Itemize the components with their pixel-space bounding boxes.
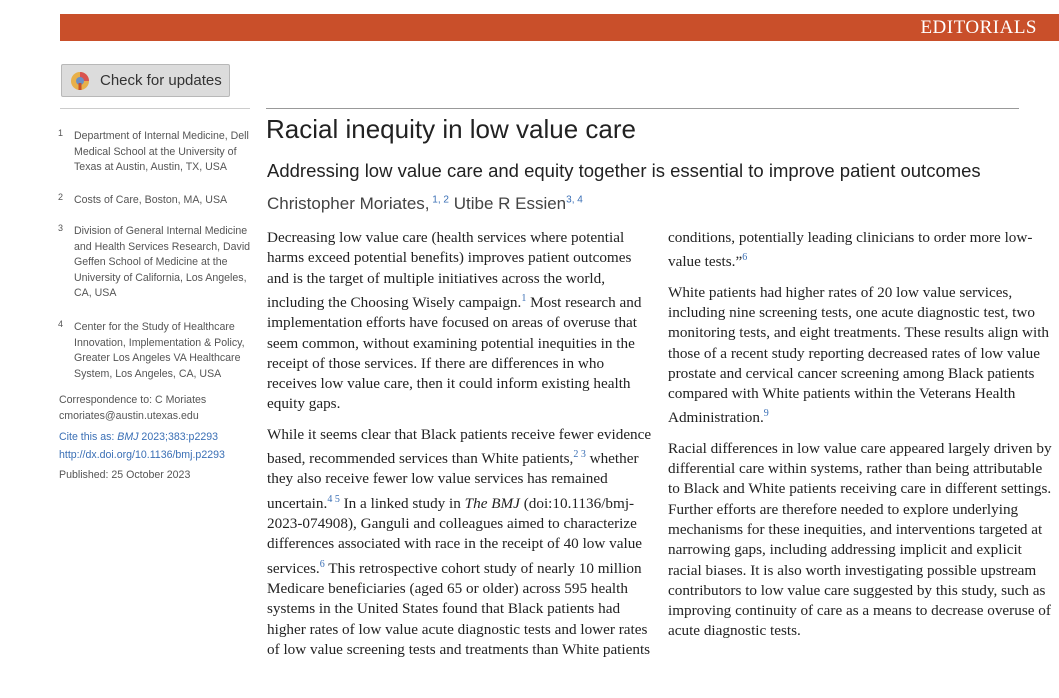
article-subtitle: Addressing low value care and equity together is essential to improve patient outcomes xyxy=(267,160,981,181)
published-date: Published: 25 October 2023 xyxy=(59,469,191,481)
sidebar-divider xyxy=(60,108,250,109)
article-title: Racial inequity in low value care xyxy=(266,114,636,144)
affiliation-3: 3 Division of General Internal Medicine and Health Services Research, David Geffen School of Medicine at the University of California, Los Angeles, CA, USA xyxy=(58,223,251,299)
cite-line: Cite this as: BMJ 2023;383:p2293 xyxy=(59,431,219,443)
affiliation-2: 2 Costs of Care, Boston, MA, USA xyxy=(58,192,228,206)
author-affil-ref: 3, 4 xyxy=(566,194,583,206)
paragraph: Decreasing low value care (health services where potential harms exceed potential benefits) improves patient outcomes and is the target of multiple initiatives across the world, including the Choosing Wisely campaign.$^1$ Most research and implementation efforts have focused on areas of overuse that seem common, without examining potential inequities in the receipt of those services. If there are differences in who receives low value care, then it could inform existing health equity gaps. xyxy=(267,229,642,413)
author-name: Christopher Moriates, xyxy=(267,194,430,213)
body-column-2 xyxy=(668,228,1053,652)
paragraph: While it seems clear that Black patients receive fewer evidence based, recommended services than White patients,$^{2 3}$ whether they also receive fewer low value services has remained uncertain.$^{4 5}$ In a linked study in The BMJ (doi:10.1136/bmj-2023-074908), Ganguli and colleagues aimed to characterize differences associated with race in the receipt of 40 low value services.$^6$ This retrospective cohort study of nearly 10 million Medicare beneficiaries (aged 65 or older) across 595 health systems in the United States found that Black patients had higher rates of low value acute diagnostic tests and lower rates of low value screening tests and treatments than White patients xyxy=(267,425,652,658)
author-affil-ref: 1, 2 xyxy=(429,194,449,206)
article-divider xyxy=(266,108,1019,109)
correspondence: Correspondence to: C Moriates xyxy=(59,394,207,406)
paragraph: White patients had higher rates of 20 low value services, including nine screening tests, one acute diagnostic test, two monitoring tests, and eight treatments. These results align with those of a recent study reporting decreased rates of low value prostate and cervical cancer screening among Black patients compared with White patients within the Veterans Health Administration.$^9$ xyxy=(668,283,1050,427)
section-label: EDITORIALS xyxy=(920,17,1037,38)
affiliation-4: 4 Center for the Study of Healthcare Innovation, Implementation & Policy, Greater Los Angeles VA Healthcare System, Los Angeles, CA, USA xyxy=(58,319,245,380)
body-column-1 xyxy=(267,228,652,670)
author-name: Utibe R Essien xyxy=(448,194,567,213)
correspondence-email[interactable]: cmoriates@austin.utexas.edu xyxy=(59,410,199,422)
affiliation-1: 1 Department of Internal Medicine, Dell Medical School at the University of Texas at Austin, Austin, TX, USA xyxy=(58,128,249,173)
section-banner xyxy=(60,14,1059,41)
paragraph: conditions, potentially leading clinicians to order more low-value tests.”$^6$ xyxy=(668,229,1033,271)
crossmark-icon xyxy=(70,71,90,91)
author-list xyxy=(267,194,583,214)
check-for-updates-label: Check for updates xyxy=(100,72,222,89)
paragraph: Racial differences in low value care appeared largely driven by differential care within systems, rather than being attributable to Black and White patients receiving care in different settings. Further efforts are therefore needed to explore underlying mechanisms for these inequities, and interventions targeted at narrowing gaps, including addressing implicit and explicit racial biases. It is also worth investigating possible upstream contributors to low value care suggested by this study, such as improving continuity of care as a means to decrease overuse of acute diagnostic tests. xyxy=(668,439,1052,640)
doi-link[interactable]: http://dx.doi.org/10.1136/bmj.p2293 xyxy=(59,449,225,461)
check-for-updates-button[interactable] xyxy=(61,64,230,97)
